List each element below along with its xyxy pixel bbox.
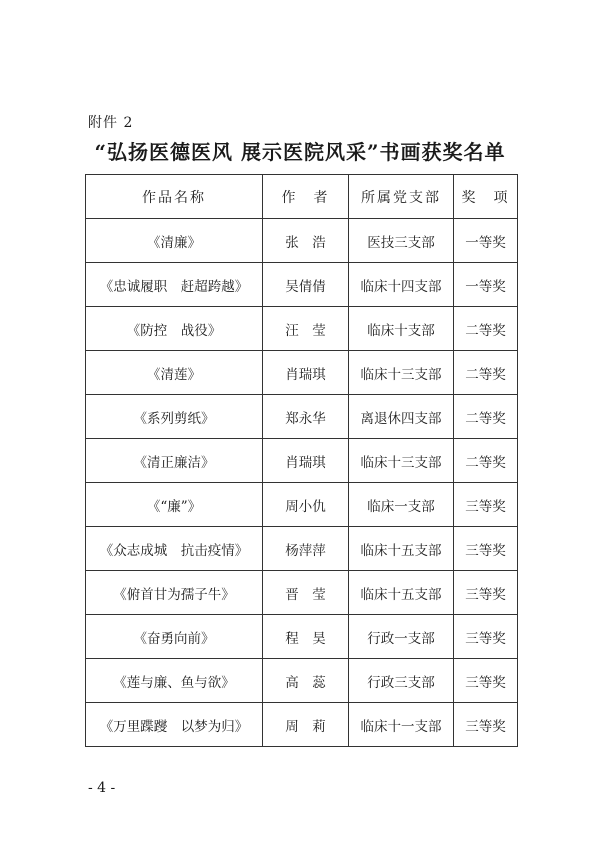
table-row (86, 659, 518, 703)
author-cell: 肖瑞琪 (263, 351, 349, 395)
author-cell: 晋 莹 (263, 571, 349, 615)
award-cell: 三等奖 (454, 527, 518, 571)
work-cell: 《“廉”》 (86, 483, 263, 527)
award-cell: 三等奖 (454, 483, 518, 527)
table-row (86, 439, 518, 483)
author-cell: 程 昊 (263, 615, 349, 659)
table-row (86, 615, 518, 659)
header-author: 作 者 (263, 175, 349, 219)
table-row (86, 571, 518, 615)
author-cell: 周小仇 (263, 483, 349, 527)
table-row (86, 351, 518, 395)
page-number: - 4 - (88, 780, 116, 796)
award-cell: 三等奖 (454, 703, 518, 747)
award-cell: 一等奖 (454, 219, 518, 263)
header-work: 作品名称 (86, 175, 263, 219)
branch-cell: 临床十支部 (349, 307, 454, 351)
table-row (86, 307, 518, 351)
branch-cell: 医技三支部 (349, 219, 454, 263)
branch-cell: 临床十五支部 (349, 571, 454, 615)
header-award: 奖 项 (454, 175, 518, 219)
branch-cell: 临床十三支部 (349, 439, 454, 483)
branch-cell: 临床一支部 (349, 483, 454, 527)
work-cell: 《众志成城 抗击疫情》 (86, 527, 263, 571)
award-cell: 三等奖 (454, 615, 518, 659)
work-cell: 《奋勇向前》 (86, 615, 263, 659)
award-cell: 二等奖 (454, 307, 518, 351)
branch-cell: 离退休四支部 (349, 395, 454, 439)
author-cell: 周 莉 (263, 703, 349, 747)
award-cell: 二等奖 (454, 395, 518, 439)
award-cell: 三等奖 (454, 571, 518, 615)
table-row (86, 395, 518, 439)
award-cell: 二等奖 (454, 439, 518, 483)
branch-cell: 临床十一支部 (349, 703, 454, 747)
award-cell: 一等奖 (454, 263, 518, 307)
author-cell: 郑永华 (263, 395, 349, 439)
work-cell: 《防控 战役》 (86, 307, 263, 351)
author-cell: 汪 莹 (263, 307, 349, 351)
awards-table (85, 174, 518, 747)
award-cell: 二等奖 (454, 351, 518, 395)
work-cell: 《清廉》 (86, 219, 263, 263)
table-row (86, 483, 518, 527)
table-row (86, 527, 518, 571)
author-cell: 肖瑞琪 (263, 439, 349, 483)
author-cell: 高 蕊 (263, 659, 349, 703)
award-cell: 三等奖 (454, 659, 518, 703)
branch-cell: 临床十三支部 (349, 351, 454, 395)
branch-cell: 临床十四支部 (349, 263, 454, 307)
author-cell: 张 浩 (263, 219, 349, 263)
attachment-label: 附件 2 (88, 115, 134, 131)
table-row (86, 703, 518, 747)
branch-cell: 行政三支部 (349, 659, 454, 703)
work-cell: 《忠诚履职 赶超跨越》 (86, 263, 263, 307)
work-cell: 《万里蹀躞 以梦为归》 (86, 703, 263, 747)
table-row (86, 219, 518, 263)
work-cell: 《莲与廉、鱼与欲》 (86, 659, 263, 703)
document-title: “弘扬医德医风 展示医院风采”书画获奖名单 (94, 140, 506, 164)
work-cell: 《清莲》 (86, 351, 263, 395)
branch-cell: 行政一支部 (349, 615, 454, 659)
work-cell: 《系列剪纸》 (86, 395, 263, 439)
table-header-row (86, 175, 518, 219)
header-branch: 所属党支部 (349, 175, 454, 219)
work-cell: 《清正廉洁》 (86, 439, 263, 483)
work-cell: 《俯首甘为孺子牛》 (86, 571, 263, 615)
branch-cell: 临床十五支部 (349, 527, 454, 571)
author-cell: 杨萍萍 (263, 527, 349, 571)
table-row (86, 263, 518, 307)
author-cell: 吴倩倩 (263, 263, 349, 307)
